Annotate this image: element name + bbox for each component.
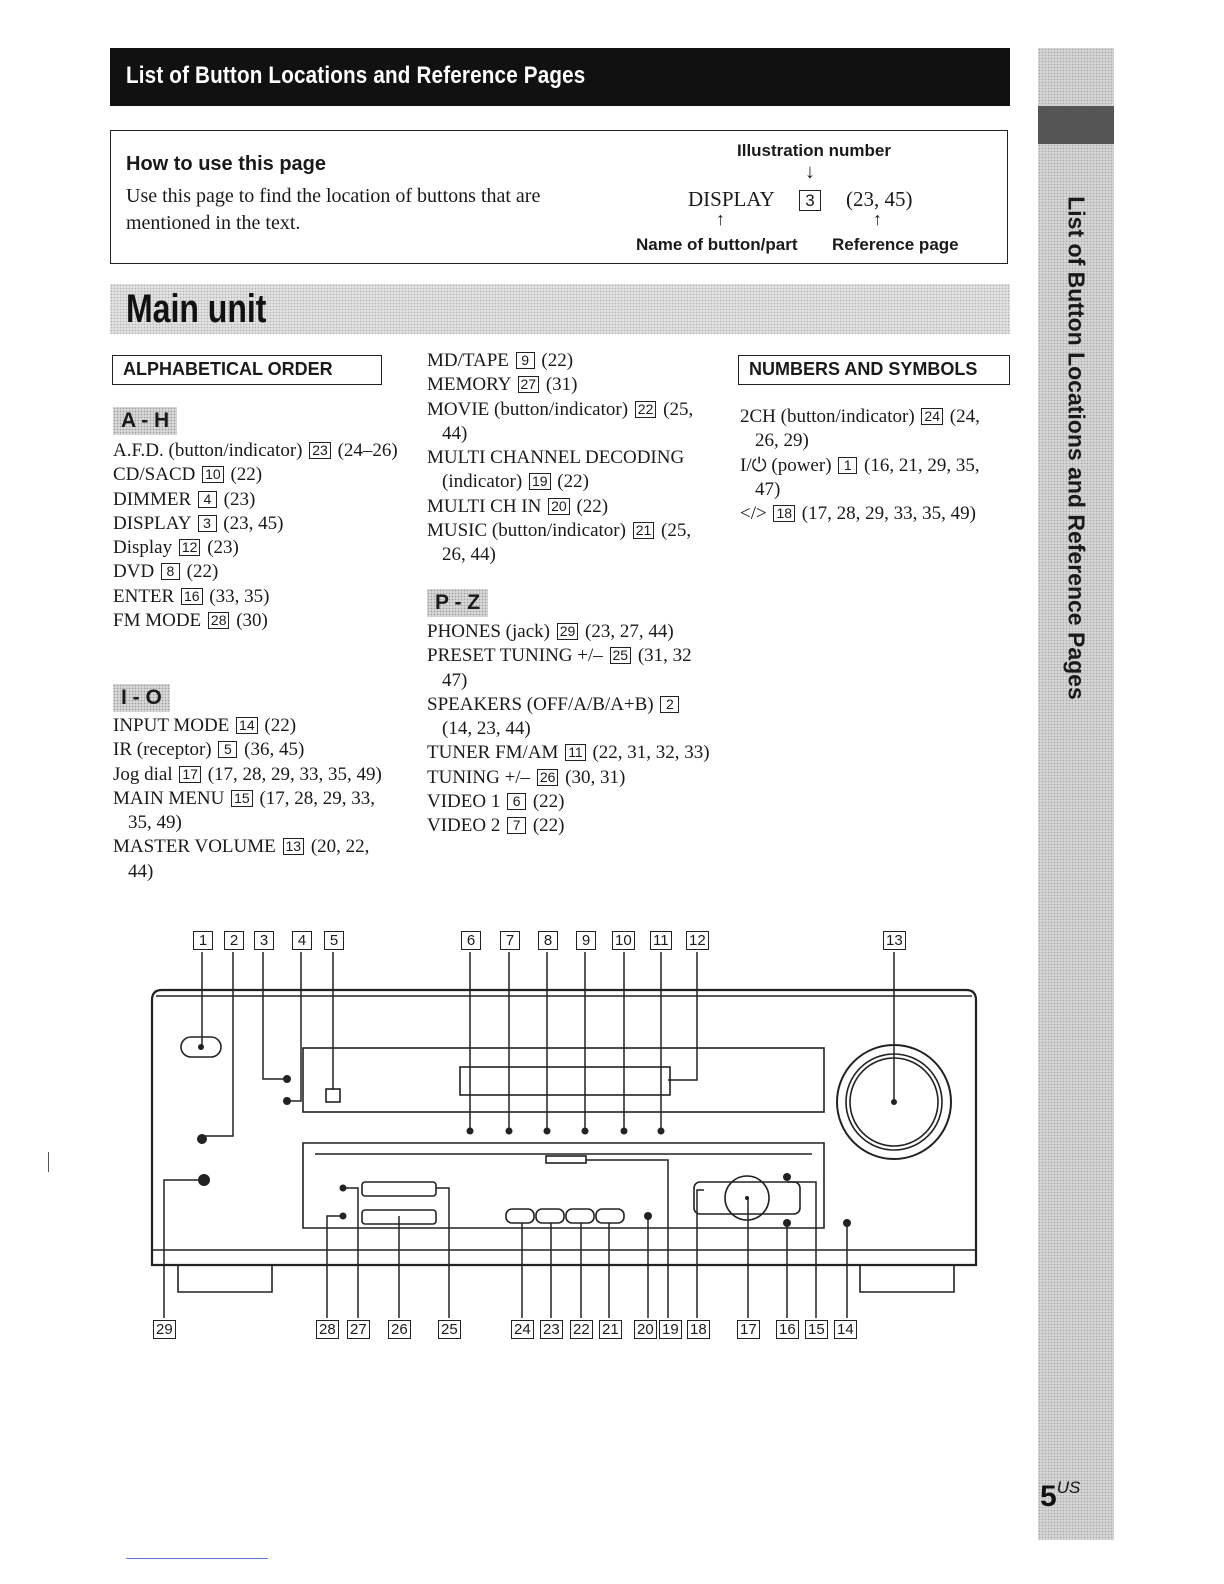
entry-pages: (22) — [557, 471, 589, 493]
page-number-suffix: US — [1056, 1478, 1081, 1497]
entry-list-symbols — [740, 405, 1005, 526]
arrow-up-icon: ↑ — [716, 209, 725, 229]
example-pages: (23, 45) — [846, 187, 913, 211]
entry-pages: (30) — [236, 610, 268, 632]
entry-pages: (22, 31, 32, 33) — [592, 742, 710, 764]
entry-pages: (36, 45) — [244, 739, 305, 761]
entry-pages: (23, 27, 44) — [585, 621, 674, 642]
callout-3: 3 — [254, 931, 274, 950]
entry-list-p-z — [427, 620, 712, 839]
entry-name: DISPLAY — [113, 512, 191, 534]
index-entry — [740, 502, 1005, 526]
entry-name: MASTER VOLUME — [113, 836, 276, 858]
entry-name: MULTI CH IN — [427, 495, 542, 517]
entry-illustration-number: 6 — [507, 793, 526, 810]
index-entry — [427, 814, 712, 838]
entry-name: DIMMER — [113, 488, 192, 510]
footer-rule — [126, 1558, 268, 1559]
example-number-box — [797, 190, 823, 212]
entry-pages: (22) — [186, 561, 219, 583]
entry-name: SPEAKERS (OFF/A/B/A+B) — [427, 693, 654, 715]
entry-name: MAIN MENU — [113, 787, 225, 809]
index-entry — [427, 495, 712, 519]
callout-26: 26 — [388, 1320, 411, 1339]
entry-illustration-number: 24 — [921, 408, 943, 425]
callout-21: 21 — [599, 1320, 622, 1339]
entry-illustration-number: 22 — [635, 401, 657, 418]
entry-illustration-number: 12 — [179, 539, 201, 556]
index-entry — [740, 405, 1005, 454]
entry-name: VIDEO 1 — [427, 791, 501, 813]
how-to-title: How to use this page — [126, 153, 327, 175]
entry-name: PRESET TUNING +/– — [427, 645, 603, 667]
entry-name: INPUT MODE — [113, 715, 230, 736]
index-entry — [113, 536, 403, 560]
entry-list-m — [427, 349, 712, 568]
entry-pages: (17, 28, 29, 33, 35, 49) — [207, 763, 382, 785]
letter-heading-p-z: P - Z — [427, 589, 488, 617]
entry-name: TUNER FM/AM — [427, 742, 559, 764]
entry-name: FM MODE — [113, 610, 202, 632]
entry-illustration-number: 18 — [773, 505, 795, 522]
entry-pages: (24–26) — [337, 440, 398, 461]
index-entry — [113, 560, 403, 584]
alphabetical-order-header: ALPHABETICAL ORDER — [112, 355, 382, 385]
entry-pages: (22) — [230, 464, 263, 486]
main-unit-band — [110, 284, 1010, 334]
index-entry — [113, 463, 403, 487]
index-entry — [113, 439, 403, 463]
entry-pages: (22) — [532, 815, 565, 837]
index-entry — [427, 349, 712, 373]
index-entry — [427, 693, 712, 742]
callout-4: 4 — [292, 931, 312, 950]
entry-pages: (25, 44) — [442, 398, 694, 444]
entry-name: MUSIC (button/indicator) — [427, 520, 626, 542]
callout-23: 23 — [540, 1320, 563, 1339]
index-entry — [427, 398, 712, 447]
entry-illustration-number: 17 — [179, 766, 201, 783]
entry-name: MULTI CHANNEL DECODING (indicator) — [427, 447, 685, 493]
index-entry — [427, 373, 712, 397]
index-entry — [427, 446, 712, 495]
entry-illustration-number: 26 — [537, 769, 559, 786]
entry-illustration-number: 27 — [518, 376, 540, 393]
letter-heading-i-o: I - O — [113, 684, 170, 712]
callout-25: 25 — [438, 1320, 461, 1339]
arrow-up-icon: ↑ — [873, 209, 882, 229]
entry-pages: (25, 26, 44) — [442, 520, 692, 566]
entry-name: </> — [740, 503, 767, 525]
entry-pages: (23) — [207, 537, 239, 559]
entry-name: A.F.D. (button/indicator) — [113, 440, 303, 461]
entry-pages: (23) — [223, 488, 256, 510]
entry-illustration-number: 7 — [507, 817, 526, 834]
entry-illustration-number: 23 — [309, 442, 331, 459]
side-tab-title: List of Button Locations and Reference Pages — [1063, 196, 1090, 700]
callout-14: 14 — [834, 1320, 857, 1339]
entry-list-a-h — [113, 439, 403, 633]
entry-pages: (23, 45) — [223, 512, 284, 534]
callout-2: 2 — [224, 931, 244, 950]
entry-pages: (16, 21, 29, 35, 47) — [755, 454, 980, 500]
entry-illustration-number: 15 — [231, 790, 253, 807]
entry-illustration-number: 19 — [529, 473, 551, 490]
entry-pages: (17, 28, 29, 33, 35, 49) — [128, 787, 376, 834]
callout-24: 24 — [511, 1320, 534, 1339]
index-entry — [427, 644, 712, 693]
index-entry — [113, 609, 403, 633]
illustration-number-label: Illustration number — [737, 141, 891, 160]
callout-28: 28 — [316, 1320, 339, 1339]
entry-name: I/⏻ (power) — [740, 454, 832, 476]
entry-name: VIDEO 2 — [427, 815, 501, 837]
margin-mark — [48, 1152, 49, 1172]
entry-name: DVD — [113, 561, 155, 583]
entry-pages: (17, 28, 29, 33, 35, 49) — [801, 503, 976, 525]
index-entry — [113, 488, 403, 512]
entry-name: 2CH (button/indicator) — [740, 406, 915, 427]
entry-illustration-number: 29 — [557, 623, 579, 640]
index-entry — [113, 835, 393, 884]
entry-name: CD/SACD — [113, 464, 196, 486]
example-name: DISPLAY — [688, 187, 775, 211]
callout-27: 27 — [347, 1320, 370, 1339]
entry-illustration-number: 8 — [161, 563, 180, 580]
entry-name: MD/TAPE — [427, 350, 509, 371]
callout-5: 5 — [324, 931, 344, 950]
receiver-front-panel-diagram — [0, 920, 1030, 1360]
entry-illustration-number: 11 — [565, 744, 586, 761]
entry-pages: (33, 35) — [209, 585, 270, 607]
entry-pages: (30, 31) — [565, 766, 626, 788]
callout-19: 19 — [659, 1320, 682, 1339]
entry-name: ENTER — [113, 585, 175, 607]
entry-illustration-number: 13 — [283, 838, 305, 855]
numbers-symbols-header: NUMBERS AND SYMBOLS — [738, 355, 1010, 385]
index-entry — [113, 787, 393, 836]
entry-pages: (22) — [264, 715, 297, 736]
callout-10: 10 — [612, 931, 635, 950]
callout-12: 12 — [686, 931, 709, 950]
entry-illustration-number: 14 — [236, 717, 258, 734]
index-entry — [113, 738, 393, 762]
page-title: List of Button Locations and Reference Pages — [126, 62, 586, 89]
callout-8: 8 — [538, 931, 558, 950]
entry-name: PHONES (jack) — [427, 621, 550, 642]
entry-illustration-number: 3 — [198, 515, 217, 532]
entry-name: Jog dial — [113, 763, 173, 785]
arrow-down-icon: ↓ — [805, 161, 815, 183]
index-entry — [113, 512, 403, 536]
entry-illustration-number: 16 — [181, 588, 203, 605]
entry-pages: (22) — [532, 791, 565, 813]
callout-22: 22 — [570, 1320, 593, 1339]
index-entry — [113, 585, 403, 609]
entry-name: MEMORY — [427, 374, 511, 396]
callout-11: 11 — [650, 931, 672, 950]
callout-9: 9 — [576, 931, 596, 950]
page-number-value: 5 — [1040, 1480, 1057, 1513]
example-number: 3 — [799, 190, 821, 211]
entry-pages: (14, 23, 44) — [442, 718, 531, 740]
entry-pages: (20, 22, 44) — [128, 836, 370, 882]
index-entry — [427, 519, 712, 568]
callout-7: 7 — [500, 931, 520, 950]
index-entry — [113, 763, 393, 787]
entry-illustration-number: 1 — [838, 457, 857, 474]
callout-13: 13 — [883, 931, 906, 950]
callout-18: 18 — [687, 1320, 710, 1339]
entry-illustration-number: 21 — [633, 522, 655, 539]
entry-list-i-o — [113, 714, 393, 884]
entry-name: MOVIE (button/indicator) — [427, 398, 629, 420]
entry-illustration-number: 5 — [218, 741, 237, 758]
entry-illustration-number: 20 — [548, 498, 570, 515]
entry-illustration-number: 25 — [610, 647, 632, 664]
callout-15: 15 — [805, 1320, 828, 1339]
callout-29: 29 — [153, 1320, 176, 1339]
callout-20: 20 — [634, 1320, 657, 1339]
index-entry — [427, 766, 712, 790]
title-bar — [110, 48, 1010, 106]
entry-illustration-number: 28 — [208, 612, 230, 629]
how-to-body: Use this page to find the location of buttons that are mentioned in the text. — [126, 185, 541, 234]
entry-pages: (31) — [545, 374, 578, 396]
entry-name: IR (receptor) — [113, 739, 212, 761]
name-of-button-label: Name of button/part — [636, 235, 798, 254]
index-entry — [427, 741, 712, 765]
index-entry — [740, 454, 1005, 503]
how-to-box — [110, 130, 1008, 264]
entry-illustration-number: 4 — [198, 491, 217, 508]
side-tab-marker — [1038, 106, 1114, 144]
callout-6: 6 — [461, 931, 481, 950]
entry-pages: (31, 32 47) — [442, 645, 692, 691]
entry-pages: (24, 26, 29) — [755, 406, 980, 452]
entry-name: Display — [113, 537, 173, 559]
callout-16: 16 — [776, 1320, 799, 1339]
entry-name: TUNING +/– — [427, 766, 531, 788]
index-entry — [113, 714, 393, 738]
index-entry — [427, 620, 712, 644]
entry-pages: (22) — [541, 350, 574, 371]
entry-illustration-number: 2 — [660, 696, 679, 713]
callout-1: 1 — [193, 931, 213, 950]
letter-heading-a-h: A - H — [113, 407, 177, 435]
entry-illustration-number: 10 — [202, 466, 224, 483]
entry-pages: (22) — [576, 495, 609, 517]
entry-illustration-number: 9 — [516, 352, 535, 369]
index-entry — [427, 790, 712, 814]
reference-page-label: Reference page — [832, 235, 959, 254]
section-title: Main unit — [126, 287, 267, 331]
page-number — [1040, 1480, 1080, 1514]
callout-17: 17 — [737, 1320, 760, 1339]
